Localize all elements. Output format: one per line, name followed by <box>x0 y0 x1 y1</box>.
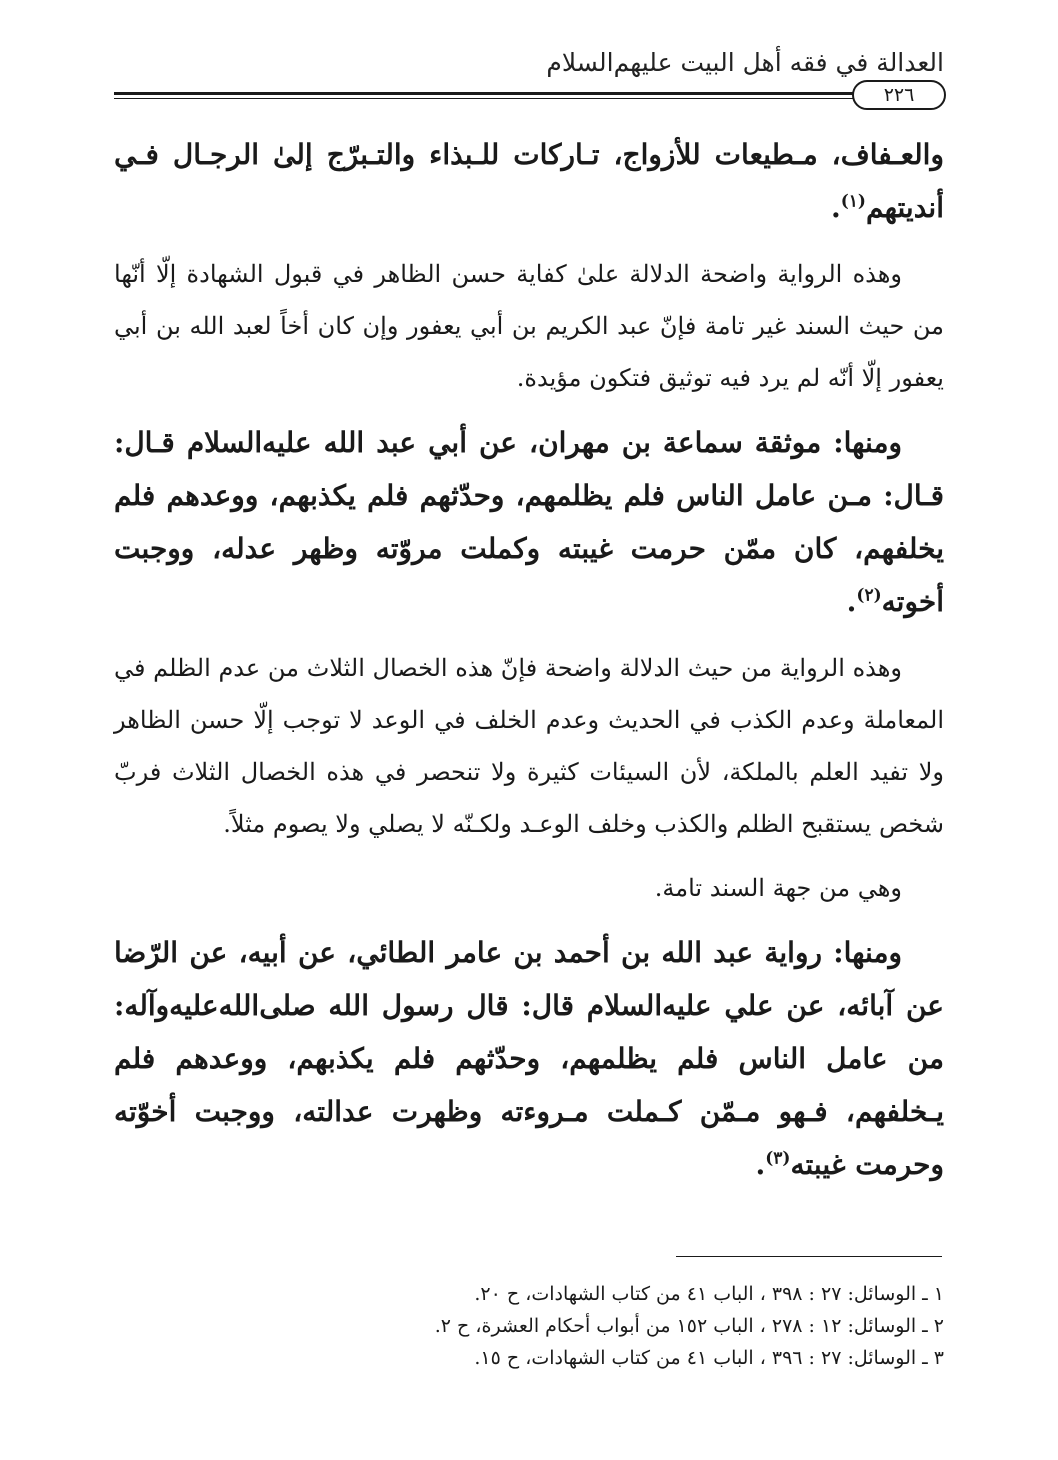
body-text <box>114 128 944 1191</box>
paragraph-tail: . <box>755 1148 766 1181</box>
paragraph-continuation <box>114 128 944 234</box>
footnote-3: ٣ ـ الوسائل: ٢٧ : ٣٩٦ ، الباب ٤١ من كتاب الشهادات، ح ١٥. <box>474 1347 944 1369</box>
paragraph-text: وهذه الرواية من حيث الدلالة واضحة فإنّ هذه الخصال الثلاث من عدم الظلم في المعاملة وعدم الكذب في الحديث وعدم الخلف في الوعد لا توجب إلّا حسن الظاهر ولا تفيد العلم بالملكة، لأن السيئات كثيرة ولا تنحصر في هذه الخصال الثلاث فربّ شخص يستقبح الظلم والكذب وخلف الوعـد ولكـنّه لا يصلي ولا يصوم مثلاً. <box>114 654 944 838</box>
page-number-text: ٢٢٦ <box>883 84 915 106</box>
footnote-1: ١ ـ الوسائل: ٢٧ : ٣٩٨ ، الباب ٤١ من كتاب الشهادات، ح ٢٠. <box>474 1283 944 1305</box>
footnote-ref-3: (٣) <box>765 1148 791 1169</box>
running-header-title: العدالة في فقه أهل البيت عليهم‌السلام <box>546 48 944 77</box>
page-number <box>852 80 946 110</box>
paragraph-commentary-3 <box>114 862 944 914</box>
footnote-ref-1: (١) <box>840 191 866 212</box>
paragraph-commentary-1 <box>114 248 944 404</box>
footnote-separator <box>676 1256 942 1257</box>
paragraph-tail: . <box>830 191 841 224</box>
paragraph-text: ومنها: رواية عبد الله بن أحمد بن عامر الطائي، عن أبيه، عن الرّضا عن آبائه، عن علي عليه‌السلام قال: قال رسول الله صلى‌الله‌عليه‌وآله: من عامل الناس فلم يظلمهم، وحدّثهم فلم يكذبهم، ووعدهم فلم يـخلفهم، فـهو مـمّن كـملت مـروءته وظهرت عدالته، ووجبت أخوّته وحرمت غيبته <box>114 936 944 1181</box>
paragraph-tail: . <box>846 585 857 618</box>
paragraph-text: ومنها: موثقة سماعة بن مهران، عن أبي عبد الله عليه‌السلام قـال: قـال: مـن عامل الناس فلم يظلمهم، وحدّثهم فلم يكذبهم، ووعدهم فلم يخلفهم، كان ممّن حرمت غيبته وكملت مروّته وظهر عدله، ووجبت أخوته <box>114 426 944 618</box>
paragraph-text: وهذه الرواية واضحة الدلالة علىٰ كفاية حسن الظاهر في قبول الشهادة إلّا أنّها من حيث السند غير تامة فإنّ عبد الكريم بن أبي يعفور وإن كان أخاً لعبد الله بن أبي يعفور إلّا أنّه لم يرد فيه توثيق فتكون مؤيدة. <box>114 260 944 392</box>
paragraph-narration-tai <box>114 926 944 1191</box>
paragraph-commentary-2 <box>114 642 944 850</box>
footnote-ref-2: (٢) <box>856 585 882 606</box>
footnote-2: ٢ ـ الوسائل: ١٢ : ٢٧٨ ، الباب ١٥٢ من أبواب أحكام العشرة، ح ٢. <box>434 1315 944 1337</box>
paragraph-text: والعـفاف، مـطيعات للأزواج، تـاركات للـبذاء والتـبرّج إلىٰ الرجـال فـي أنديتهم <box>114 138 944 224</box>
footnotes <box>114 1278 944 1374</box>
paragraph-text: وهي من جهة السند تامة. <box>654 874 902 902</box>
paragraph-narration-samaa <box>114 416 944 628</box>
header-rule-thin <box>114 98 942 99</box>
header-rule <box>114 92 942 95</box>
